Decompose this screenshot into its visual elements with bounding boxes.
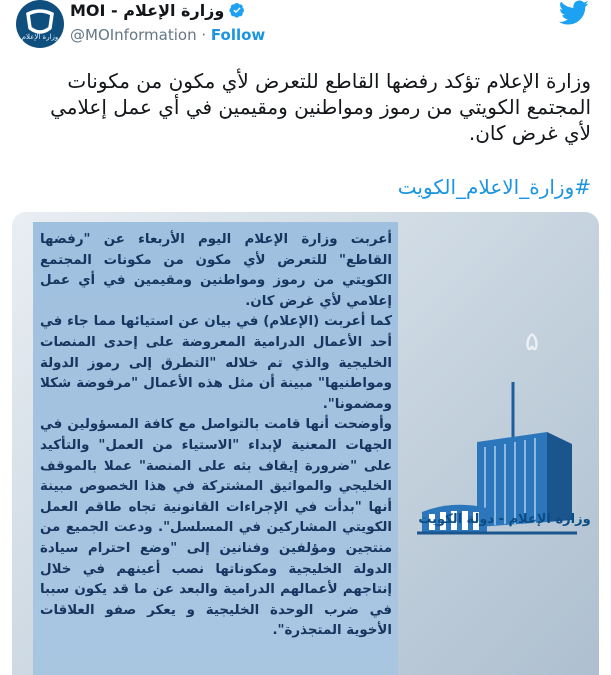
logo-caption: وزارة الإعلام - دولة الكويت: [418, 512, 591, 527]
press-paragraph-1: أعربت وزارة الإعلام اليوم الأربعاء عن "رفضها القاطع" للتعرض لأي مكون من مكونات المجتمع الكويتي من رموز ومواطنين ومقيمين في أي عمل إعلامي لأي غرض كان.: [40, 232, 392, 309]
separator: ·: [196, 26, 211, 44]
press-paragraph-3: وأوضحت أنها قامت بالتواصل مع كافة المسؤولين في الجهات المعنية لإبداء "الاستياء من العمل" والتأكيد على "ضرورة إيقاف بثه على المنصة" عملا بالموقف الخليجي والمواثيق المشتركة في هذا الخصوص مبينة أنها "بدأت في الإجراءات القانونية تجاه طاقم العمل الكويتي المشاركين في المسلسل". ودعت الجميع من منتجين ومؤلفين وفنانين إلى "وضع احترام سيادة الدولة الخليجية ومكوناتها نصب أعينهم في خلال إنتاجهم لأعمالهم الدرامية والبعد عن ما قد يكون سببا في ضرب الوحدة الخليجية و يعكر صفو العلاقات الأخوية المتجذرة".: [40, 417, 392, 639]
tweet-media-image[interactable]: [12, 212, 599, 675]
handle-row: [70, 26, 265, 44]
handle[interactable]: @MOInformation: [70, 26, 197, 44]
avatar[interactable]: [16, 0, 64, 48]
twitter-bird-icon[interactable]: [559, 0, 589, 26]
hashtag-link[interactable]: #وزارة_الاعلام_الكويت: [397, 175, 591, 199]
avatar-text: وزارة الإعلام: [21, 33, 59, 41]
name-row: [70, 0, 245, 20]
svg-text:۵: ۵: [525, 327, 539, 357]
press-paragraph-2: كما أعربت (الإعلام) في بيان عن استيائها مما جاء في أحد الأعمال الدرامية المعروضة على إحدى المنصات الخليجية والذي تم خلاله "التطرق إلى رموز الدولة ومواطنيها" مبينة أن مثل هذه الأعمال "مرفوضة شكلا ومضمونا".: [40, 314, 392, 412]
follow-button[interactable]: Follow: [210, 26, 266, 44]
tweet-text: وزارة الإعلام تؤكد رفضها القاطع للتعرض لأي مكون من مكونات المجتمع الكويتي من رموز ومواطنين ومقيمين في أي عمل إعلامي لأي غرض كان.: [50, 69, 591, 145]
verified-badge-icon: [229, 2, 245, 18]
tweet-header: [0, 0, 611, 62]
display-name[interactable]: وزارة الإعلام - MOI: [70, 0, 225, 20]
press-release-text: [40, 230, 392, 642]
press-release-panel: [33, 222, 398, 675]
